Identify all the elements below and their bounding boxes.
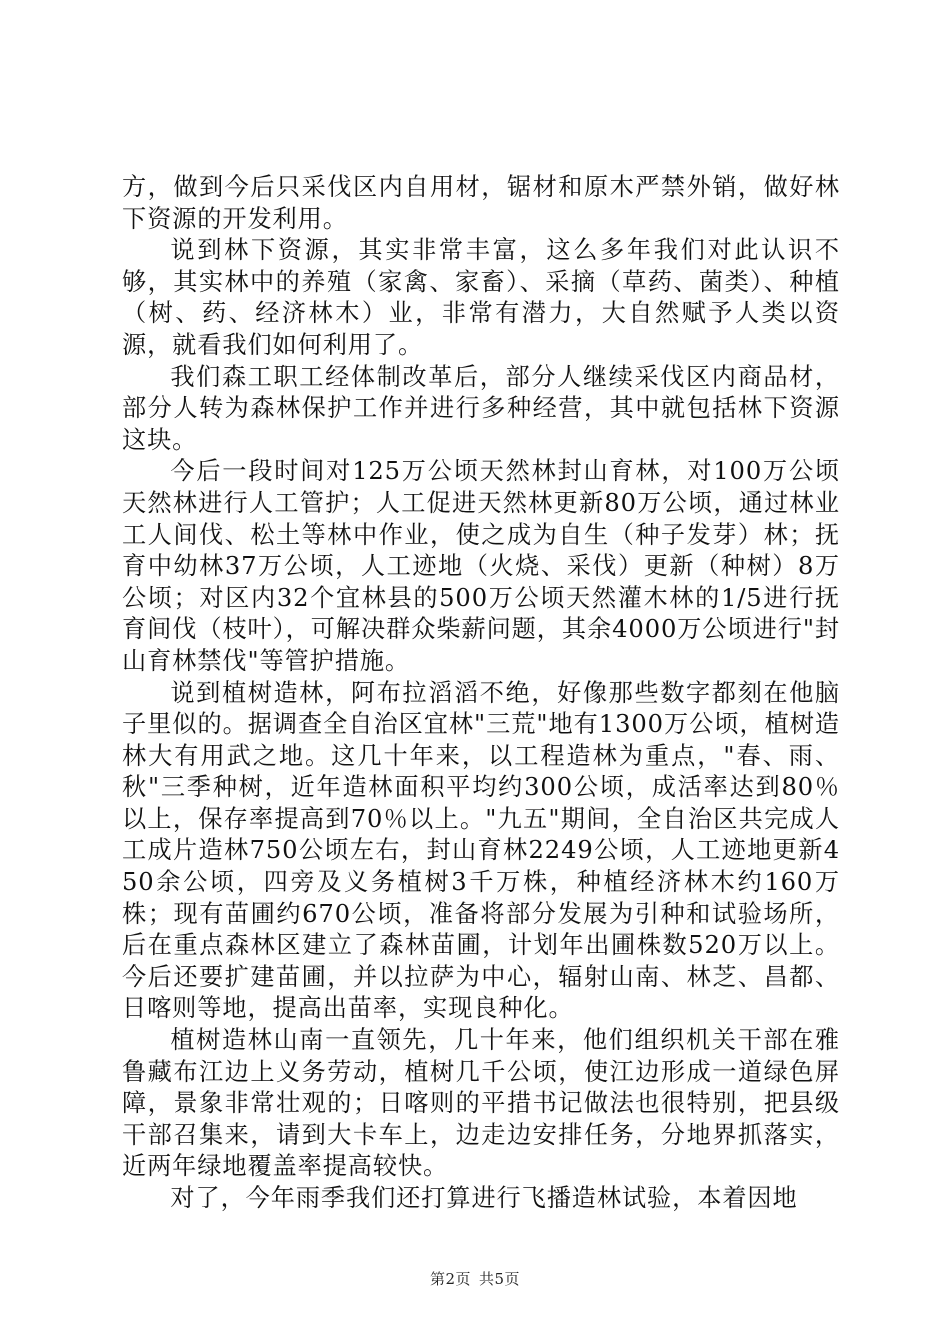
paragraph-5: 说到植树造林，阿布拉滔滔不绝，好像那些数字都刻在他脑子里似的。据调查全自治区宜林"三荒"地有1300万公顷，植树造林大有用武之地。这几十年来，以工程造林为重点，"春、雨、秋"三季种树，近年造林面积平均约300公顷，成活率达到80％以上，保存率提高到70％以上。"九五"期间，全自治区共完成人工成片造林750公顷左右，封山育林2249公顷，人工迹地更新450余公顷，四旁及义务植树3千万株，种植经济林木约160万株；现有苗圃约670公顷，准备将部分发展为引种和试验场所，后在重点森林区建立了森林苗圃，计划年出圃株数520万以上。今后还要扩建苗圃，并以拉萨为中心，辐射山南、林芝、昌都、日喀则等地，提高出苗率，实现良种化。 xyxy=(122,678,840,1023)
page-number: 第2页 xyxy=(429,1270,471,1288)
paragraph-6: 植树造林山南一直领先，几十年来，他们组织机关干部在雅鲁藏布江边上义务劳动，植树几千公顷，使江边形成一道绿色屏障，景象非常壮观的；日喀则的平措书记做法也很特别，把县级干部召集来，请到大卡车上，边走边安排任务，分地界抓落实，近两年绿地覆盖率提高较快。 xyxy=(122,1026,840,1181)
paragraph-7: 对了，今年雨季我们还打算进行飞播造林试验，本着因地 xyxy=(170,1184,798,1212)
paragraph-1: 方，做到今后只采伐区内自用材，锯材和原木严禁外销，做好林下资源的开发利用。 xyxy=(122,173,840,233)
paragraph-3: 我们森工职工经体制改革后，部分人继续采伐区内商品材，部分人转为森林保护工作并进行多种经营，其中就包括林下资源这块。 xyxy=(122,362,840,454)
paragraph-4: 今后一段时间对125万公顷天然林封山育林，对100万公顷天然林进行人工管护；人工促进天然林更新80万公顷，通过林业工人间伐、松土等林中作业，使之成为自生（种子发芽）林；抚育中幼林37万公顷，人工迹地（火烧、采伐）更新（种树）8万公顷；对区内32个宜林县的500万公顷天然灌木林的1/5进行抚育间伐（枝叶），可解决群众柴薪问题，其余4000万公顷进行"封山育林禁伐"等管护措施。 xyxy=(122,457,840,675)
page-total: 共5页 xyxy=(479,1270,521,1288)
document-body xyxy=(122,172,840,1215)
page-footer xyxy=(0,1268,950,1289)
paragraph-2: 说到林下资源，其实非常丰富，这么多年我们对此认识不够，其实林中的养殖（家禽、家畜）、采摘（草药、菌类）、种植（树、药、经济林木）业，非常有潜力，大自然赋予人类以资源，就看我们如何利用了。 xyxy=(122,236,840,359)
